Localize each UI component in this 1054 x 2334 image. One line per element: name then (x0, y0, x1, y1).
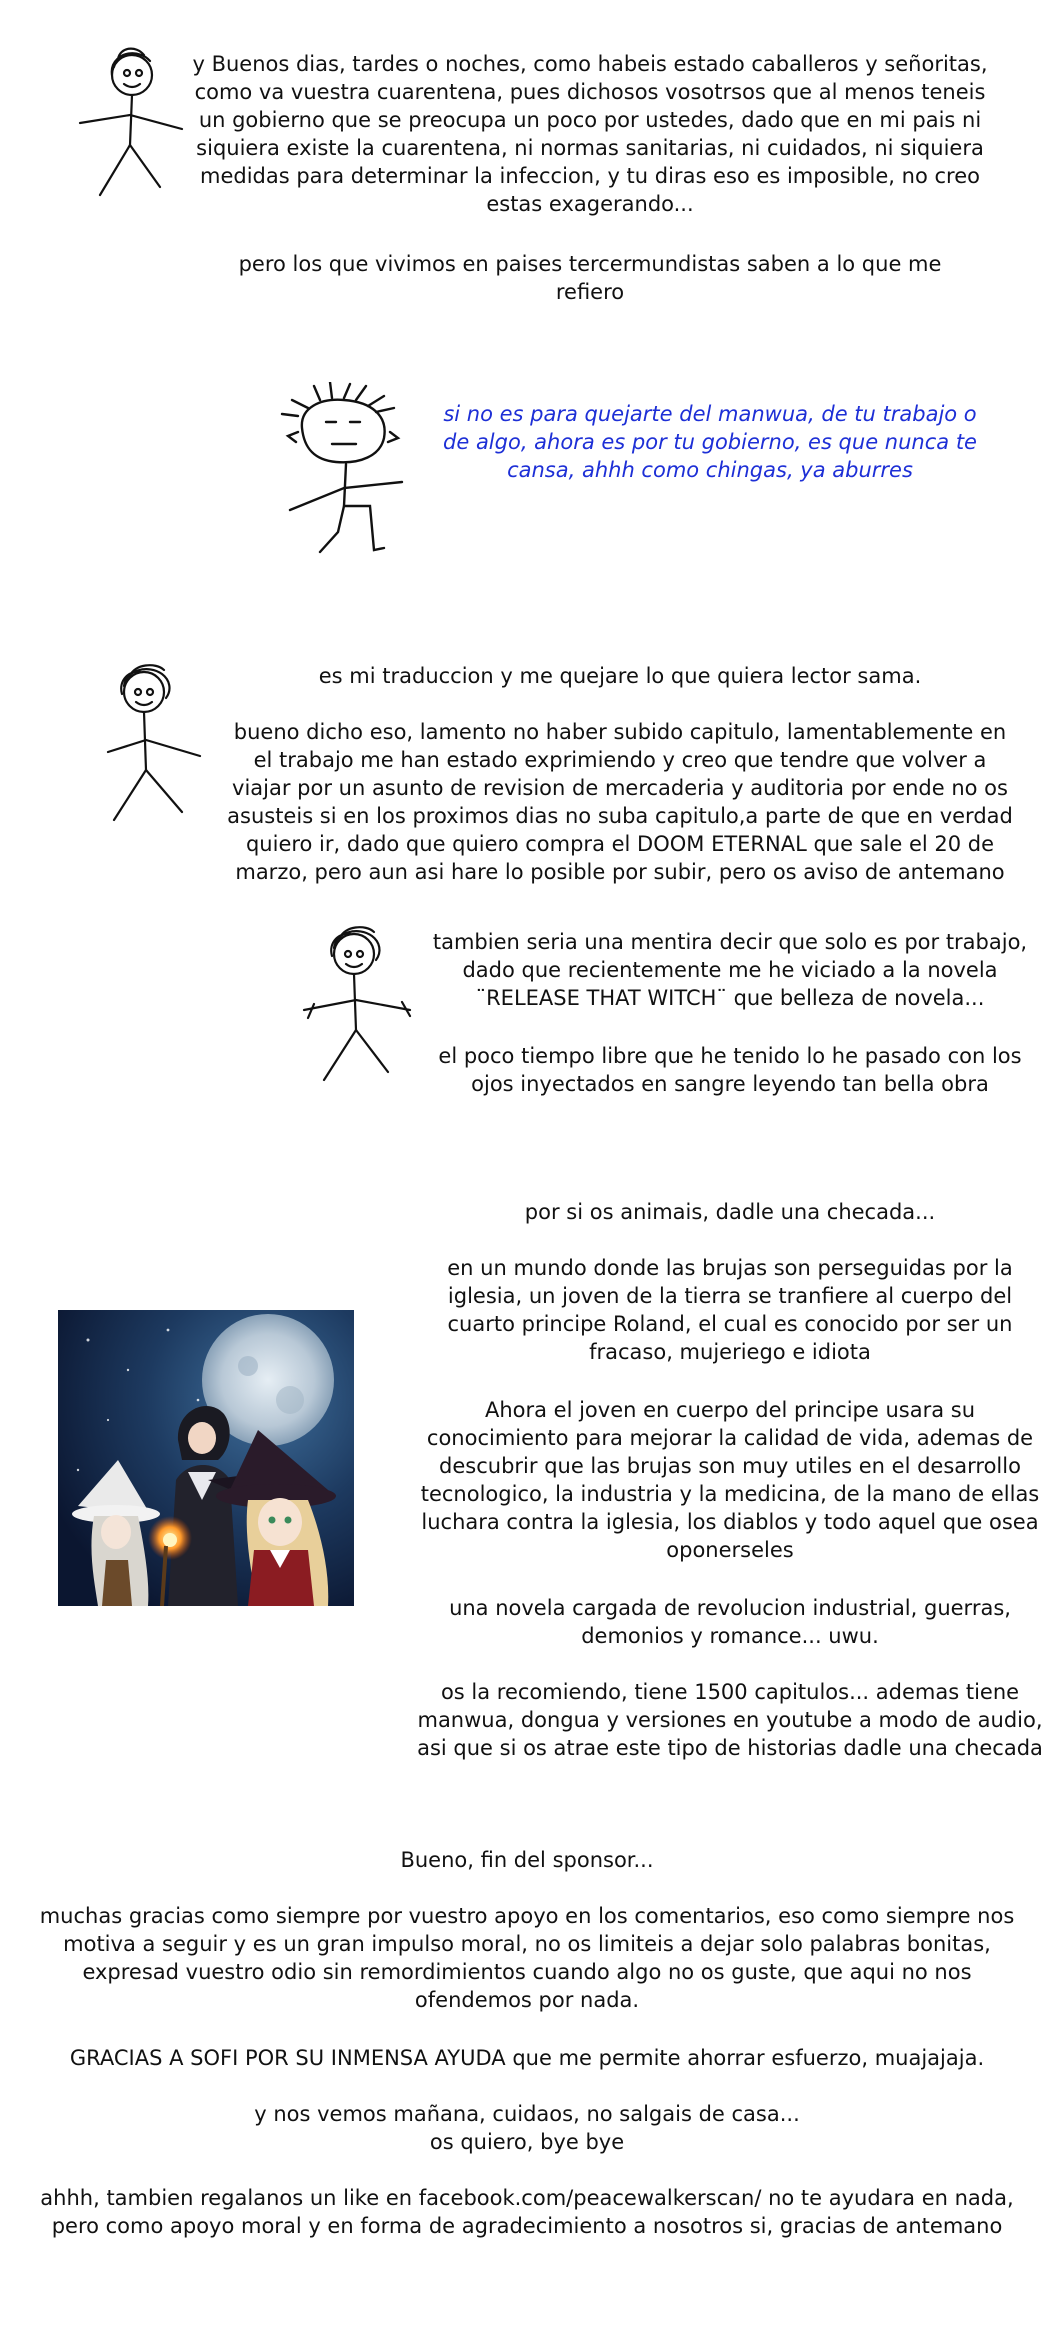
reader-reply-text: si no es para quejarte del manwua, de tu trabajo o de algo, ahora es por tu gobierno, es que nunca te cansa, ahhh como chingas, ya aburres (443, 402, 977, 482)
tercermundistas-text: pero los que vivimos en paises tercermundistas saben a lo que me refiero (238, 252, 942, 304)
sofi-text: GRACIAS A SOFI POR SU INMENSA AYUDA que me permite ahorrar esfuerzo, muajajaja. (69, 2046, 985, 2070)
bueno-dicho-text: bueno dicho eso, lamento no haber subido capitulo, lamentablemente en el trabajo me han estado exprimiendo y creo que tendre que volver a viajar por un asunto de revision de mercaderia y auditoria por ende no os asusteis si en los proximos dias no suba capitulo,a parte de que en verdad quiero ir, dado que quiero compra el DOOM ETERNAL que sale el 20 de marzo, pero aun asi hare lo posible por subir, pero os aviso de antemano (227, 720, 1013, 884)
mundo-text: en un mundo donde las brujas son perseguidas por la iglesia, un joven de la tierra se tranfiere al cuerpo del cuarto principe Roland, el cual es conocido por ser un fracaso, mujeriego e idiota (447, 1256, 1013, 1364)
poco-tiempo-text: el poco tiempo libre que he tenido lo he pasado con los ojos inyectados en sangre leyendo tan bella obra (438, 1044, 1022, 1096)
stick-figure-translator (70, 45, 190, 205)
intro-text: y Buenos dias, tardes o noches, como habeis estado caballeros y señoritas, como va vuestra cuarentena, pues dichosos vosotrsos que al menos teneis un gobierno que se preocupa un poco por ustedes, dado que en mi pais ni siquiera existe la cuarentena, ni normas sanitarias, ni cuidados, ni siquiera medidas para determinar la infeccion, y tu diras eso es imposible, no creo estas exagerando... (192, 52, 988, 216)
stick-figure-reader (280, 382, 430, 562)
por-si-text: por si os animais, dadle una checada... (524, 1200, 936, 1224)
gracias-text: muchas gracias como siempre por vuestro apoyo en los comentarios, eso como siempre nos motiva a seguir y es un gran impulso moral, no os limiteis a dejar solo palabras bonitas, expresad vuestro odio sin remordimientos cuando algo no os guste, que aqui no nos ofendemos por nada. (39, 1904, 1015, 2012)
vemos-text: y nos vemos mañana, cuidaos, no salgais de casa... os quiero, bye bye (254, 2102, 800, 2154)
fin-sponsor-text: Bueno, fin del sponsor... (400, 1848, 654, 1872)
cargada-text: una novela cargada de revolucion industrial, guerras, demonios y romance... uwu. (449, 1596, 1011, 1648)
tambien-text: tambien seria una mentira decir que solo es por trabajo, dado que recientemente me he viciado a la novela ¨RELEASE THAT WITCH¨ que belleza de novela... (432, 930, 1028, 1010)
mi-traduccion-text: es mi traduccion y me quejare lo que quiera lector sama. (318, 664, 922, 688)
novel-cover-image (58, 1310, 354, 1606)
recomiendo-text: os la recomiendo, tiene 1500 capitulos... ademas tiene manwua, dongua y versiones en youtube a modo de audio, asi que si os atrae este tipo de historias dadle una checada (417, 1680, 1043, 1760)
stick-figure-translator (300, 920, 420, 1090)
stick-figure-translator (100, 660, 210, 830)
facebook-text: ahhh, tambien regalanos un like en facebook.com/peacewalkerscan/ no te ayudara en nada, pero como apoyo moral y en forma de agradecimiento a nosotros si, gracias de antemano (40, 2186, 1014, 2238)
ahora-text: Ahora el joven en cuerpo del principe usara su conocimiento para mejorar la calidad de vida, ademas de descubrir que las brujas son muy utiles en el desarrollo tecnologico, la industria y la medicina, de la mano de ellas luchara contra la iglesia, los diablos y todo aquel que osea oponerseles (420, 1398, 1040, 1562)
